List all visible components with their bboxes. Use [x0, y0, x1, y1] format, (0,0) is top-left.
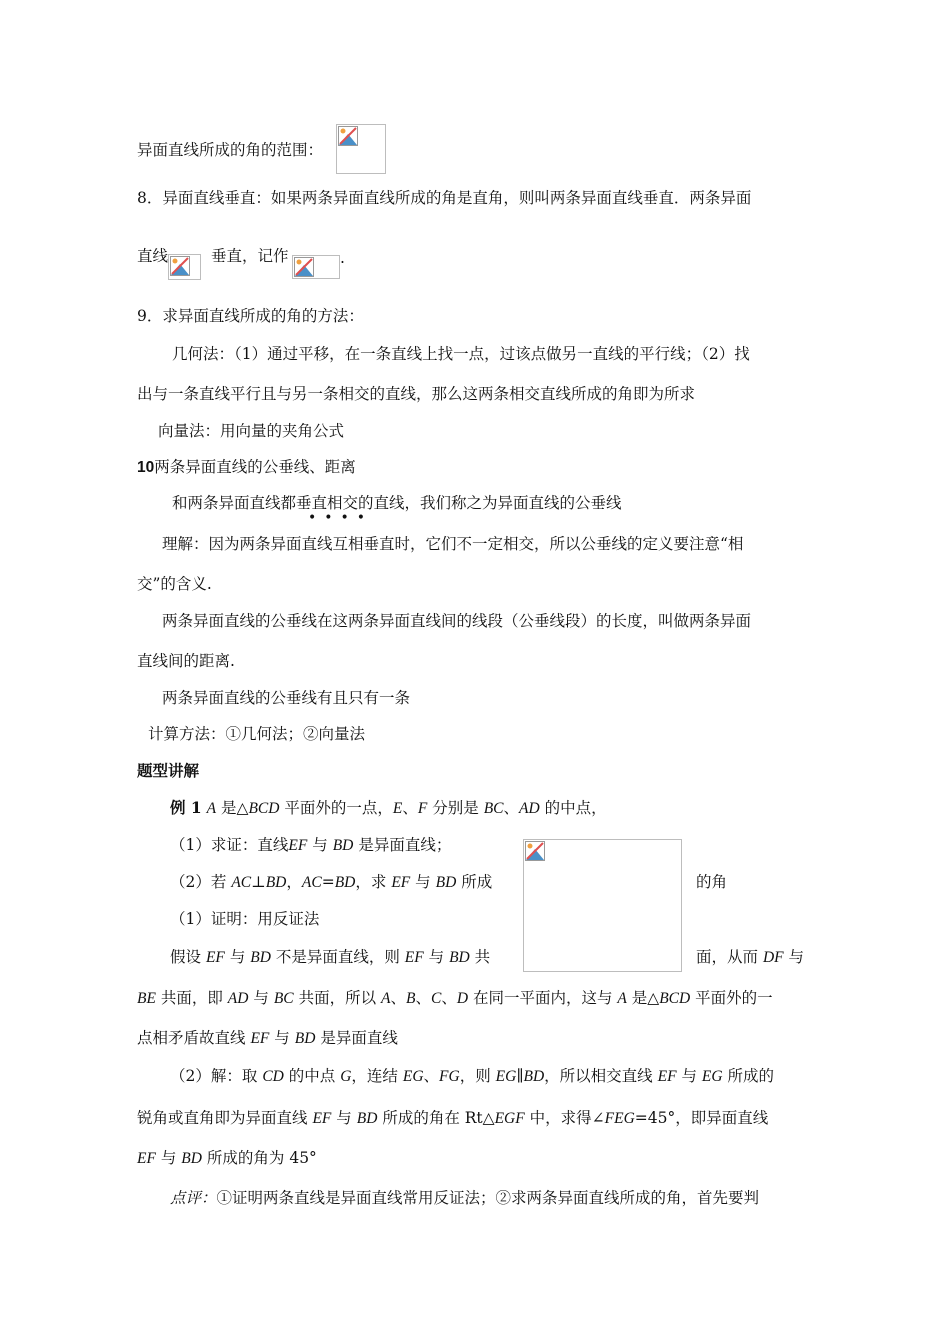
section-title: 两条异面直线的公垂线、距离 — [154, 458, 356, 476]
text-lines: 直线 — [137, 247, 169, 265]
line-proof-1 — [170, 909, 319, 929]
line-vector-method — [158, 421, 344, 441]
broken-image-icon — [525, 841, 545, 861]
broken-image-icon — [338, 126, 358, 146]
line-section-10 — [137, 457, 356, 478]
text-denoted: 垂直，记作 — [211, 247, 289, 265]
text-solution-2: （2）解：取 — [170, 1067, 258, 1085]
line-perpendicular-def — [137, 188, 751, 208]
text-problem-types: 题型讲解 — [137, 763, 200, 780]
line-part-2: （2）若 AC⊥BD，AC=BD，求 EF 与 BD 所成 — [170, 873, 493, 891]
text-part-2-right: 的角 — [696, 873, 728, 891]
line-assume: 假设 EF 与 BD 不是异面直线，则 EF 与 BD 共 — [170, 948, 491, 966]
formula-image-angle-range — [336, 124, 386, 174]
line-part-1: （1）求证：直线EF 与 BD 是异面直线； — [170, 836, 452, 854]
line-coplanar: BE 共面，即 AD 与 BC 共面，所以 A、B、C、D 在同一平面内，这与 A 是△BCD 平面外的一 — [137, 989, 773, 1007]
line-solution-2-result: EF 与 BD 所成的角为 45° — [137, 1149, 317, 1167]
text-period: . — [340, 249, 345, 267]
line-common-perpendicular-def — [172, 493, 622, 513]
line-perpendicular-period — [340, 248, 345, 268]
line-example-1: 例 1 A 是△BCD 平面外的一点，E、F 分别是 BC、AD 的中点， — [170, 798, 607, 817]
comment-label: 点评： — [170, 1189, 217, 1207]
text-distance-def-cont: 直线间的距离. — [137, 652, 235, 670]
line-part-2-right — [696, 872, 727, 892]
line-geometric-method-cont — [137, 384, 695, 404]
text-comment: ①证明两条直线是异面直线常用反证法；②求两条异面直线所成的角，首先要判 — [216, 1189, 760, 1207]
line-distance-def-cont — [137, 651, 235, 671]
text-part-2-tail: 所成 — [461, 873, 493, 891]
text-assume-right: 面，从而 — [696, 948, 759, 966]
line-comment — [170, 1188, 759, 1208]
text-vector-method: 向量法：用向量的夹角公式 — [158, 422, 345, 440]
text-part-1-tail: 是异面直线； — [358, 836, 452, 854]
line-solution-2-cont: 锐角或直角即为异面直线 EF 与 BD 所成的角在 Rt△EGF 中，求得∠FEG=45°，即异面直线 — [137, 1109, 769, 1127]
text-method-title: 9．求异面直线所成的角的方法： — [137, 307, 364, 325]
heading-problem-types — [137, 762, 199, 782]
line-assume-right: 面，从而 DF 与 — [696, 948, 805, 966]
text-perpendicular-def: 8．异面直线垂直：如果两条异面直线所成的角是直角，则叫两条异面直线垂直．两条异面 — [137, 189, 752, 207]
line-perpendicular-notation — [137, 246, 168, 266]
broken-image-icon — [294, 257, 314, 277]
line-understanding-cont — [137, 574, 212, 594]
text-geometric-method: 几何法：（1）通过平移，在一条直线上找一点，过该点做另一直线的平行线；（2）找 — [172, 345, 750, 363]
line-understanding — [162, 534, 743, 554]
line-contradiction: 点相矛盾故直线 EF 与 BD 是异面直线 — [137, 1029, 398, 1047]
line-angle-range — [137, 140, 323, 160]
text-understanding: 理解：因为两条异面直线互相垂直时，它们不一定相交，所以公垂线的定义要注意“相 — [162, 535, 744, 553]
text-part-1-and: 与 — [312, 836, 328, 854]
text-part-1: （1）求证：直线 — [170, 836, 289, 854]
example-label: 例 1 — [170, 798, 202, 817]
text-computation: 计算方法：①几何法；②向量法 — [148, 725, 366, 743]
text-understanding-cont: 交”的含义. — [137, 575, 212, 593]
line-method-title — [137, 306, 364, 326]
formula-image-a-perp-b — [292, 255, 340, 279]
text-result: 所成的角为 45° — [206, 1149, 317, 1167]
text-proof-1: （1）证明：用反证法 — [170, 910, 320, 928]
text-part-2: （2）若 — [170, 873, 227, 891]
line-computation — [148, 724, 365, 744]
broken-image-icon — [170, 256, 190, 276]
line-perpendicular-notation-b — [211, 246, 289, 266]
text-angle-range: 异面直线所成的角的范围： — [137, 141, 324, 159]
text-common-perpendicular-def: 和两条异面直线都垂直相交的直线，我们称之为异面直线的公垂线 — [172, 494, 622, 512]
text-distance-def: 两条异面直线的公垂线在这两条异面直线间的线段（公垂线段）的长度，叫做两条异面 — [162, 612, 752, 630]
line-distance-def — [162, 611, 751, 631]
section-number: 10 — [137, 459, 155, 476]
text-assume: 假设 — [170, 948, 202, 966]
text-geometric-method-cont: 出与一条直线平行且与另一条相交的直线，那么这两条相交直线所成的角即为所求 — [137, 385, 696, 403]
formula-image-lines-ab — [168, 254, 201, 280]
emphasis-dots: •••• — [308, 510, 374, 526]
line-solution-2: （2）解：取 CD 的中点 G，连结 EG、FG，则 EG∥BD，所以相交直线 EF 与 EG 所成的 — [170, 1067, 775, 1085]
figure-tetrahedron-image — [523, 839, 682, 972]
line-uniqueness — [162, 688, 410, 708]
line-geometric-method — [172, 344, 750, 364]
text-uniqueness: 两条异面直线的公垂线有且只有一条 — [162, 689, 411, 707]
